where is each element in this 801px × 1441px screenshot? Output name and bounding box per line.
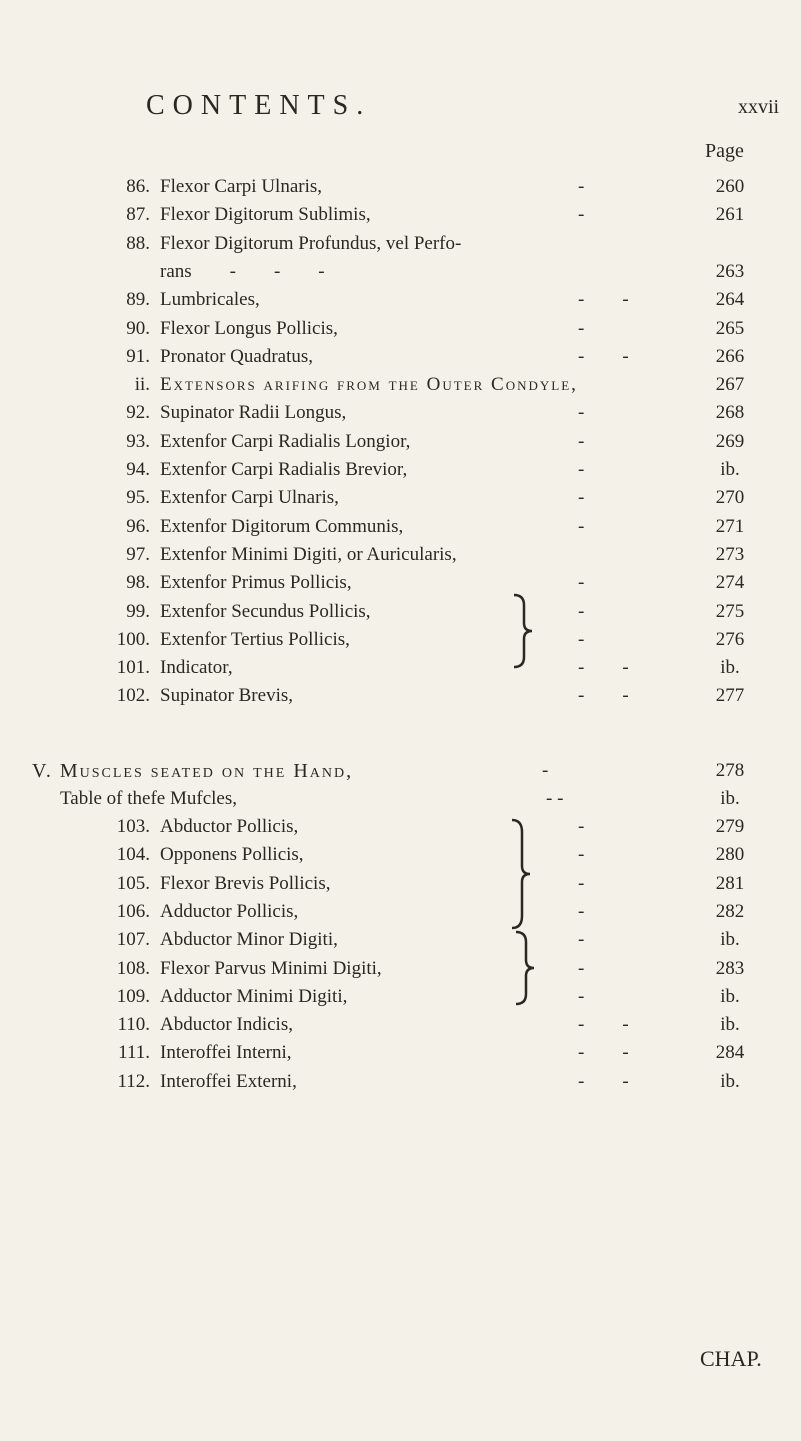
entry-title: Abductor Indicis, xyxy=(160,1014,293,1036)
entry-page: 266 xyxy=(715,345,745,367)
entry-title: Opponens Pollicis, xyxy=(160,844,304,866)
entry-number: 105. xyxy=(116,872,150,894)
entry-leader: - xyxy=(578,844,585,866)
entry-number: 106. xyxy=(116,900,150,922)
list-item xyxy=(0,374,801,402)
list-item xyxy=(0,1042,801,1070)
entry-page: ib. xyxy=(720,657,740,679)
entry-title: Supinator Brevis, xyxy=(160,685,293,707)
page-header-title: CONTENTS. xyxy=(146,90,372,121)
entry-number: 112. xyxy=(117,1070,150,1092)
entry-number: 96. xyxy=(126,515,150,537)
entry-leader: - xyxy=(578,572,585,594)
entry-page: 263 xyxy=(715,260,745,282)
entry-page: 265 xyxy=(715,317,745,339)
entry-title: Extensors arifing from the Outer Condyle, xyxy=(160,374,578,396)
brace-icon xyxy=(510,593,540,669)
list-item xyxy=(0,986,801,1014)
list-item xyxy=(0,176,801,204)
section-v-dash: - xyxy=(542,760,549,781)
entry-title: Extenfor Carpi Ulnaris, xyxy=(160,487,339,509)
entry-number: 86. xyxy=(126,176,150,197)
entry-number: 110. xyxy=(117,1014,150,1036)
entry-page: 268 xyxy=(715,402,745,424)
entry-number: 107. xyxy=(116,929,150,951)
entry-page: 264 xyxy=(715,289,745,311)
entry-title: Adductor Pollicis, xyxy=(160,900,299,922)
entry-title: Abductor Minor Digiti, xyxy=(160,929,338,951)
list-item xyxy=(0,657,801,685)
entry-page: 270 xyxy=(715,487,745,509)
entry-number: 98. xyxy=(126,572,150,594)
entry-number: 108. xyxy=(116,957,150,979)
catchword: CHAP. xyxy=(700,1346,762,1371)
entry-leader: - xyxy=(578,628,585,650)
entry-number: 102. xyxy=(116,685,150,707)
entry-leader: - xyxy=(578,900,585,922)
section-v-page: 278 xyxy=(715,760,745,781)
list-item xyxy=(0,901,801,929)
entry-number: 103. xyxy=(116,816,150,837)
list-item xyxy=(0,346,801,374)
entry-title: Extenfor Carpi Radialis Longior, xyxy=(160,430,411,452)
list-item xyxy=(0,289,801,317)
brace-icon xyxy=(508,818,538,930)
entry-title: Interoffei Interni, xyxy=(160,1042,292,1064)
entry-leader: - - xyxy=(578,1042,629,1064)
entry-title: rans - - - xyxy=(160,260,325,282)
entry-leader: - xyxy=(578,872,585,894)
entry-page: 282 xyxy=(715,900,745,922)
entry-leader: - xyxy=(578,430,585,452)
entry-leader: - - xyxy=(578,657,629,679)
entry-page: 271 xyxy=(715,515,745,537)
entry-page: 279 xyxy=(715,816,745,837)
list-item xyxy=(0,516,801,544)
list-item xyxy=(0,685,801,713)
entry-page: ib. xyxy=(720,1070,740,1092)
entry-leader: - xyxy=(578,204,585,226)
entry-page: 283 xyxy=(715,957,745,979)
entry-title: Flexor Longus Pollicis, xyxy=(160,317,338,339)
entry-leader: - xyxy=(578,515,585,537)
entry-page: 276 xyxy=(715,628,745,650)
entry-leader: - xyxy=(578,816,585,837)
list-item xyxy=(0,459,801,487)
entry-leader: - xyxy=(578,459,585,480)
list-item xyxy=(0,402,801,430)
list-item xyxy=(0,1071,801,1099)
entry-title: Extenfor Minimi Digiti, or Auricularis, xyxy=(160,543,457,565)
table-line: Table of thefe Mufcles, xyxy=(60,788,237,809)
entry-leader: - xyxy=(578,957,585,979)
entry-page: 261 xyxy=(715,204,745,226)
entry-number: 89. xyxy=(126,289,150,311)
entry-leader: - xyxy=(578,600,585,622)
entry-title: Indicator, xyxy=(160,657,233,679)
entry-number: 90. xyxy=(126,317,150,339)
list-item xyxy=(0,601,801,629)
entry-number: 93. xyxy=(126,430,150,452)
section-v-heading-text: V. Muscles seated on the Hand, xyxy=(32,760,354,782)
entry-leader: - xyxy=(578,317,585,339)
entry-number: 92. xyxy=(126,402,150,424)
entry-title: Adductor Minimi Digiti, xyxy=(160,985,348,1007)
list-item xyxy=(0,629,801,657)
entry-title: Flexor Digitorum Sublimis, xyxy=(160,204,371,226)
entry-number: 91. xyxy=(126,345,150,367)
entry-number: 87. xyxy=(126,204,150,226)
entry-page: 281 xyxy=(715,872,745,894)
list-item xyxy=(0,544,801,572)
entry-number: 104. xyxy=(116,844,150,866)
list-item xyxy=(0,572,801,600)
list-item xyxy=(0,816,801,844)
entry-title: Abductor Pollicis, xyxy=(160,816,299,837)
entry-number: 109. xyxy=(116,985,150,1007)
entry-leader: - - xyxy=(578,345,629,367)
table-line-page: ib. xyxy=(720,788,740,809)
entry-title: Flexor Carpi Ulnaris, xyxy=(160,176,323,197)
entry-title: Interoffei Externi, xyxy=(160,1070,297,1092)
list-item xyxy=(0,929,801,957)
list-item xyxy=(0,431,801,459)
entry-title: Extenfor Digitorum Communis, xyxy=(160,515,404,537)
entry-number: 101. xyxy=(116,657,150,679)
entry-page: 260 xyxy=(715,176,745,197)
entry-title: Pronator Quadratus, xyxy=(160,345,314,367)
list-item xyxy=(0,873,801,901)
list-item xyxy=(0,487,801,515)
entry-page: 269 xyxy=(715,430,745,452)
entry-title: Flexor Brevis Pollicis, xyxy=(160,872,331,894)
page-column-label: Page xyxy=(705,140,744,162)
list-item xyxy=(0,958,801,986)
entry-page: ib. xyxy=(720,459,740,480)
entry-title: Extenfor Carpi Radialis Brevior, xyxy=(160,459,408,480)
entry-leader: - xyxy=(578,929,585,951)
entry-number: 99. xyxy=(126,600,150,622)
list-item xyxy=(0,318,801,346)
entry-leader: - xyxy=(578,176,585,197)
section-v-heading xyxy=(32,760,353,783)
list-item xyxy=(0,844,801,872)
page-number: xxvii xyxy=(738,96,780,118)
entry-title: Flexor Parvus Minimi Digiti, xyxy=(160,957,382,979)
entry-page: 274 xyxy=(715,572,745,594)
entry-number: 88. xyxy=(126,232,150,254)
brace-icon xyxy=(512,930,542,1006)
entry-leader: - - xyxy=(578,1070,629,1092)
list-item xyxy=(0,261,801,289)
entry-title: Supinator Radii Longus, xyxy=(160,402,347,424)
entry-title: Extenfor Tertius Pollicis, xyxy=(160,628,350,650)
entry-leader: - - xyxy=(578,289,629,311)
list-item xyxy=(0,204,801,232)
entry-page: 273 xyxy=(715,543,745,565)
entry-page: 275 xyxy=(715,600,745,622)
entry-leader: - xyxy=(578,402,585,424)
entry-page: 267 xyxy=(715,374,745,396)
entry-number: ii. xyxy=(134,374,150,396)
list-item xyxy=(0,1014,801,1042)
entry-number: 111. xyxy=(118,1042,150,1064)
entry-leader: - - xyxy=(578,685,629,707)
entry-number: 94. xyxy=(126,459,150,480)
entry-title: Extenfor Primus Pollicis, xyxy=(160,572,352,594)
entry-page: 284 xyxy=(715,1042,745,1064)
list-item xyxy=(0,233,801,261)
table-line-dash: - - xyxy=(546,788,564,809)
entry-page: 277 xyxy=(715,685,745,707)
entry-title: Extenfor Secundus Pollicis, xyxy=(160,600,371,622)
entry-leader: - - xyxy=(578,1014,629,1036)
entry-page: ib. xyxy=(720,985,740,1007)
entry-leader: - xyxy=(578,487,585,509)
entry-number: 95. xyxy=(126,487,150,509)
entry-page: ib. xyxy=(720,929,740,951)
entry-number: 100. xyxy=(116,628,150,650)
entry-leader: - xyxy=(578,985,585,1007)
entry-page: 280 xyxy=(715,844,745,866)
entry-number: 97. xyxy=(126,543,150,565)
entry-title: Flexor Digitorum Profundus, vel Perfo- xyxy=(160,232,462,254)
entry-title: Lumbricales, xyxy=(160,289,260,311)
entry-page: ib. xyxy=(720,1014,740,1036)
